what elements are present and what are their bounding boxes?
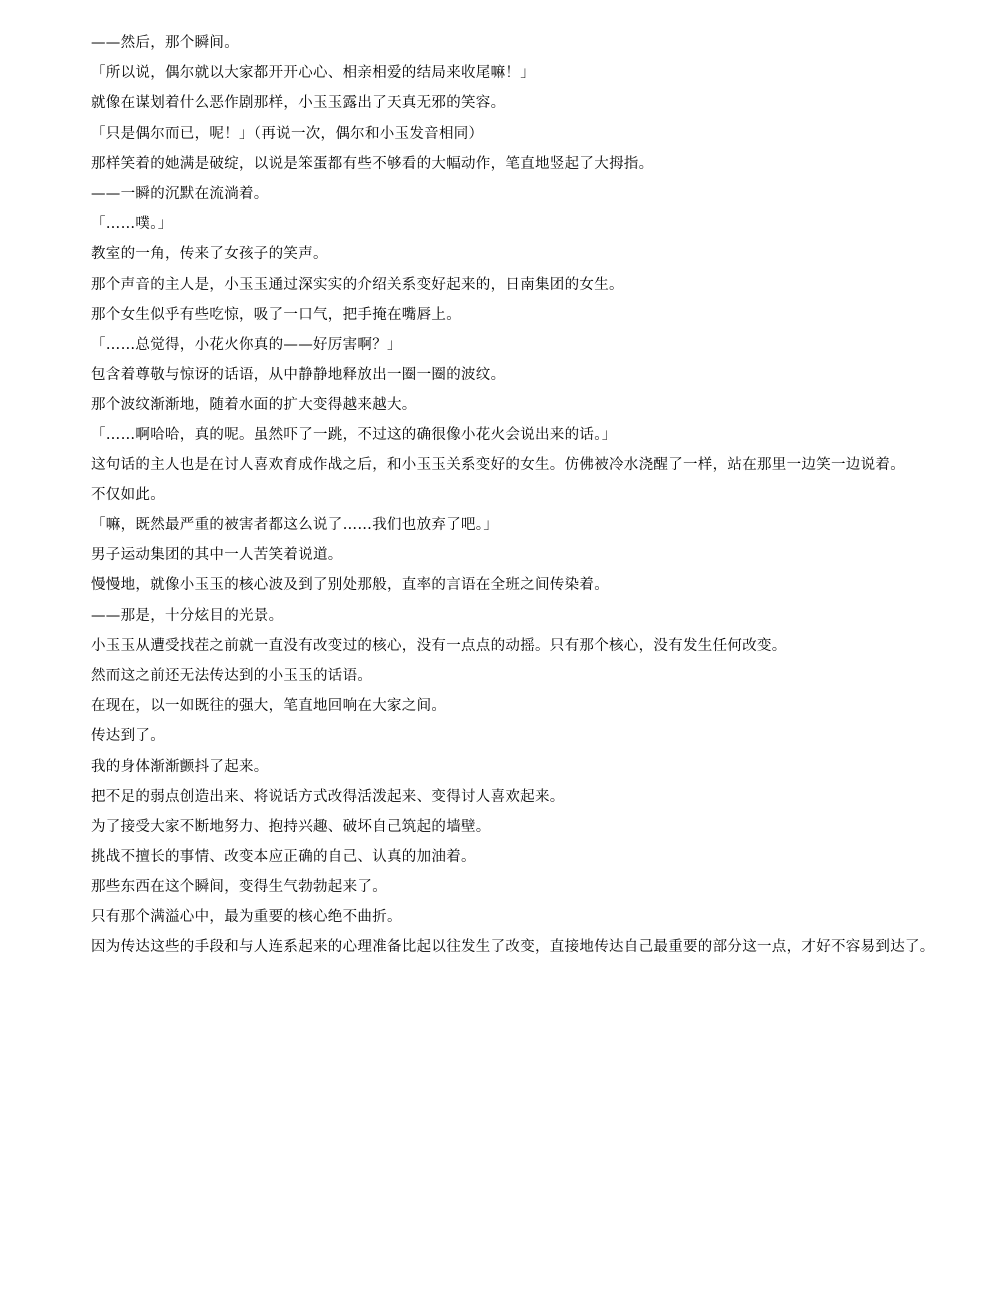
paragraph-26: 把不足的弱点创造出来、将说话方式改得活泼起来、变得讨人喜欢起来。 [91,788,565,805]
paragraph-28: 挑战不擅长的事情、改变本应正确的自己、认真的加油着。 [91,849,476,866]
paragraph-7: 「……噗。」 [91,216,173,233]
paragraph-3: 就像在谋划着什么恶作剧那样，小玉玉露出了天真无邪的笑容。 [91,95,506,112]
paragraph-5: 那样笑着的她满是破绽，以说是笨蛋都有些不够看的大幅动作，笔直地竖起了大拇指。 [91,155,654,172]
paragraph-22: 然而这之前还无法传达到的小玉玉的话语。 [91,667,373,684]
paragraph-6: ——一瞬的沉默在流淌着。 [91,185,269,202]
paragraph-17: 「嘛，既然最严重的被害者都这么说了……我们也放弃了吧。」 [91,517,499,533]
paragraph-27: 为了接受大家不断地努力、抱持兴趣、破坏自己筑起的墙壁。 [91,818,491,835]
paragraph-8: 教室的一角，传来了女孩子的笑声。 [91,246,328,263]
paragraph-10: 那个女生似乎有些吃惊，吸了一口气，把手掩在嘴唇上。 [91,306,461,323]
paragraph-12: 包含着尊敬与惊讶的话语，从中静静地释放出一圈一圈的波纹。 [91,367,506,384]
paragraph-16: 不仅如此。 [91,486,165,503]
paragraph-2: 「所以说，偶尔就以大家都开开心心、相亲相爱的结局来收尾嘛！」 [91,65,535,82]
paragraph-9: 那个声音的主人是，小玉玉通过深实实的介绍关系变好起来的，日南集团的女生。 [91,276,624,293]
paragraph-29: 那些东西在这个瞬间，变得生气勃勃起来了。 [91,879,387,896]
paragraph-19: 慢慢地，就像小玉玉的核心波及到了别处那般，直率的言语在全班之间传染着。 [91,577,609,594]
paragraph-13: 那个波纹渐渐地，随着水面的扩大变得越来越大。 [91,397,417,414]
paragraph-20: ——那是，十分炫目的光景。 [91,607,284,624]
paragraph-23: 在现在，以一如既往的强大，笔直地回响在大家之间。 [91,698,447,715]
paragraph-25: 我的身体渐渐颤抖了起来。 [91,758,269,775]
paragraph-1: ——然后，那个瞬间。 [91,35,239,51]
paragraph-30: 只有那个满溢心中，最为重要的核心绝不曲折。 [91,909,402,926]
paragraph-24: 传达到了。 [91,728,165,745]
paragraph-4: 「只是偶尔而已，呢！」（再说一次，偶尔和小玉发音相同） [91,125,484,142]
paragraph-15: 这句话的主人也是在讨人喜欢育成作战之后，和小玉玉关系变好的女生。仿佛被冷水浇醒了一样，站在那里一边笑一边说着。 [91,456,905,473]
paragraph-31: 因为传达这些的手段和与人连系起来的心理准备比起以往发生了改变，直接地传达自己最重要的部分这一点，才好不容易到达了。 [91,938,935,955]
paragraph-18: 男子运动集团的其中一人苦笑着说道。 [91,547,343,564]
paragraph-14: 「……啊哈哈，真的呢。虽然吓了一跳，不过这的确很像小花火会说出来的话。」 [91,427,617,444]
paragraph-11: 「……总觉得，小花火你真的——好厉害啊？」 [91,336,402,353]
paragraph-21: 小玉玉从遭受找茬之前就一直没有改变过的核心，没有一点点的动摇。只有那个核心，没有发生任何改变。 [91,637,787,654]
